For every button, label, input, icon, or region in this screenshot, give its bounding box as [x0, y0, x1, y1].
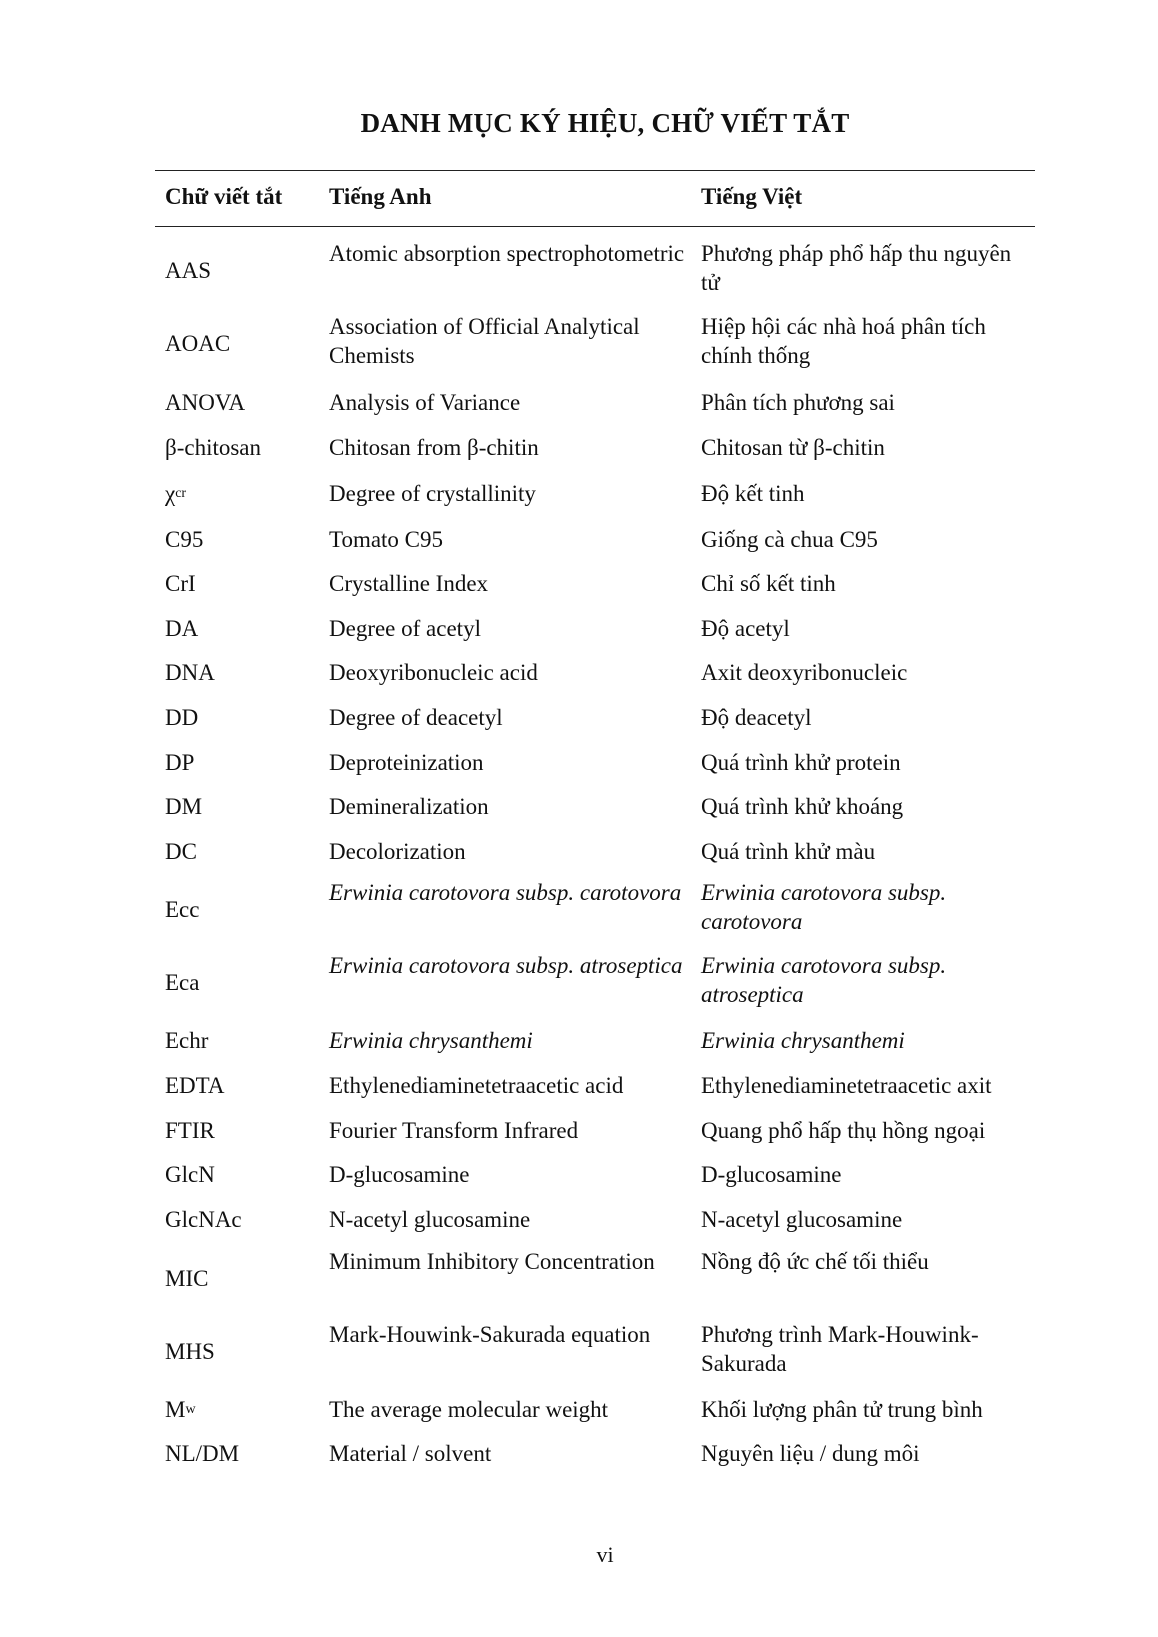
vietnamese-cell: D-glucosamine: [701, 1162, 842, 1187]
vietnamese-cell: Hiệp hội các nhà hoá phân tích chính thống: [701, 314, 986, 368]
english-cell: Deoxyribonucleic acid: [329, 660, 538, 685]
vietnamese-cell: Erwinia carotovora subsp. atroseptica: [701, 953, 947, 1007]
abbreviation-cell: AOAC: [165, 331, 231, 356]
table-row: [155, 606, 1035, 650]
table-row: [155, 1063, 1035, 1108]
english-cell: N-acetyl glucosamine: [329, 1207, 531, 1232]
english-cell: Erwinia carotovora subsp. atroseptica: [329, 953, 683, 978]
table-row: [155, 1152, 1035, 1197]
vietnamese-cell: Axit deoxyribonucleic: [701, 660, 908, 685]
table-row: [155, 740, 1035, 784]
abbreviation-cell: EDTA: [165, 1073, 225, 1098]
page-number: vi: [596, 1542, 614, 1567]
vietnamese-cell: Phân tích phương sai: [701, 390, 895, 415]
table-row: [155, 425, 1035, 470]
english-cell: Degree of deacetyl: [329, 705, 503, 730]
abbreviation-cell: GlcNAc: [165, 1207, 242, 1232]
table-row: [155, 829, 1035, 873]
vietnamese-cell: Ethylenediaminetetraacetic axit: [701, 1073, 992, 1098]
vietnamese-cell: Độ deacetyl: [701, 705, 812, 730]
vietnamese-cell: Erwinia carotovora subsp. carotovora: [701, 880, 947, 934]
table-row: [155, 307, 1035, 380]
english-cell: Material / solvent: [329, 1440, 492, 1466]
english-cell: Mark-Houwink-Sakurada equation: [329, 1322, 651, 1347]
english-cell: Demineralization: [329, 794, 489, 819]
table-row: [155, 784, 1035, 829]
english-cell: Erwinia carotovora subsp. carotovora: [329, 880, 682, 905]
english-cell: Crystalline Index: [329, 571, 489, 596]
abbreviation-cell: β-chitosan: [165, 435, 262, 460]
table-row: [155, 380, 1035, 425]
table-top-rule: [155, 170, 1035, 171]
table-row: [155, 517, 1035, 561]
english-cell: Deproteinization: [329, 749, 484, 775]
abbreviation-cell: DC: [165, 838, 197, 864]
abbreviation-cell: χ cr: [165, 481, 187, 506]
vietnamese-cell: Phương pháp phổ hấp thu nguyên tử: [701, 241, 1012, 295]
english-cell: D-glucosamine: [329, 1162, 470, 1187]
table-row: [155, 1315, 1035, 1387]
vietnamese-cell: Độ kết tinh: [701, 481, 805, 506]
abbreviation-cell: FTIR: [165, 1117, 215, 1143]
abbreviation-cell: NL/DM: [165, 1440, 240, 1466]
table-row: [155, 1108, 1035, 1152]
vietnamese-cell: Quá trình khử protein: [701, 749, 901, 775]
table-row: [155, 1018, 1035, 1063]
vietnamese-cell: Giống cà chua C95: [701, 526, 878, 552]
abbreviation-cell: MIC: [165, 1266, 209, 1291]
header-abbreviation: Chữ viết tắt: [165, 184, 283, 209]
english-cell: Chitosan from β-chitin: [329, 435, 539, 460]
table-header-rule: [155, 226, 1035, 227]
abbreviation-cell: CrI: [165, 571, 196, 596]
english-cell: Decolorization: [329, 838, 466, 864]
abbreviation-cell: AAS: [165, 258, 212, 283]
vietnamese-cell: Quang phổ hấp thụ hồng ngoại: [701, 1117, 986, 1143]
table-row: [155, 1242, 1035, 1315]
table-row: [155, 470, 1035, 517]
header-english: Tiếng Anh: [329, 184, 432, 209]
vietnamese-cell: Chitosan từ β-chitin: [701, 435, 885, 460]
page-title: DANH MỤC KÝ HIỆU, CHỮ VIẾT TẮT: [360, 108, 850, 138]
abbreviation-cell: GlcN: [165, 1162, 215, 1187]
vietnamese-cell: Độ acetyl: [701, 615, 790, 641]
abbreviation-cell: DD: [165, 705, 199, 730]
header-vietnamese: Tiếng Việt: [701, 184, 803, 209]
abbreviation-cell: M w: [165, 1396, 196, 1422]
table-row: [155, 1431, 1035, 1475]
vietnamese-cell: Phương trình Mark-Houwink-Sakurada: [701, 1322, 979, 1376]
english-cell: Degree of acetyl: [329, 615, 481, 641]
english-cell: Erwinia chrysanthemi: [329, 1028, 533, 1053]
table-row: [155, 1197, 1035, 1242]
vietnamese-cell: Khối lượng phân tử trung bình: [701, 1396, 983, 1422]
table-row: [155, 946, 1035, 1018]
abbreviation-cell: Echr: [165, 1028, 209, 1053]
table-row: [155, 1387, 1035, 1431]
english-cell: Tomato C95: [329, 526, 444, 552]
vietnamese-cell: Chỉ số kết tinh: [701, 571, 836, 596]
english-cell: Association of Official Analytical Chemists: [329, 314, 640, 368]
vietnamese-cell: Erwinia chrysanthemi: [701, 1028, 905, 1053]
table-header: [155, 184, 1035, 214]
english-cell: Fourier Transform Infrared: [329, 1117, 579, 1143]
abbreviation-cell: ANOVA: [165, 390, 246, 415]
abbreviation-cell: DA: [165, 615, 199, 641]
abbreviation-cell: C95: [165, 526, 204, 552]
english-cell: Minimum Inhibitory Concentration: [329, 1249, 655, 1274]
abbreviation-cell: Eca: [165, 969, 200, 995]
english-cell: Ethylenediaminetetraacetic acid: [329, 1073, 624, 1098]
abbreviation-cell: MHS: [165, 1338, 215, 1364]
vietnamese-cell: Quá trình khử khoáng: [701, 794, 904, 819]
table-body: [155, 234, 1035, 1475]
vietnamese-cell: Nguyên liệu / dung môi: [701, 1440, 920, 1466]
vietnamese-cell: Nồng độ ức chế tối thiểu: [701, 1249, 929, 1274]
table-row: [155, 695, 1035, 740]
abbreviation-cell: Ecc: [165, 897, 200, 922]
abbreviation-cell: DP: [165, 749, 195, 775]
vietnamese-cell: Quá trình khử màu: [701, 838, 876, 864]
table-row: [155, 873, 1035, 946]
english-cell: Degree of crystallinity: [329, 481, 536, 506]
english-cell: The average molecular weight: [329, 1396, 609, 1422]
table-row: [155, 561, 1035, 606]
english-cell: Atomic absorption spectrophotometric: [329, 241, 685, 266]
table-row: [155, 234, 1035, 307]
vietnamese-cell: N-acetyl glucosamine: [701, 1207, 903, 1232]
abbreviation-cell: DNA: [165, 660, 215, 685]
table-row: [155, 650, 1035, 695]
abbreviation-cell: DM: [165, 794, 203, 819]
english-cell: Analysis of Variance: [329, 390, 521, 415]
